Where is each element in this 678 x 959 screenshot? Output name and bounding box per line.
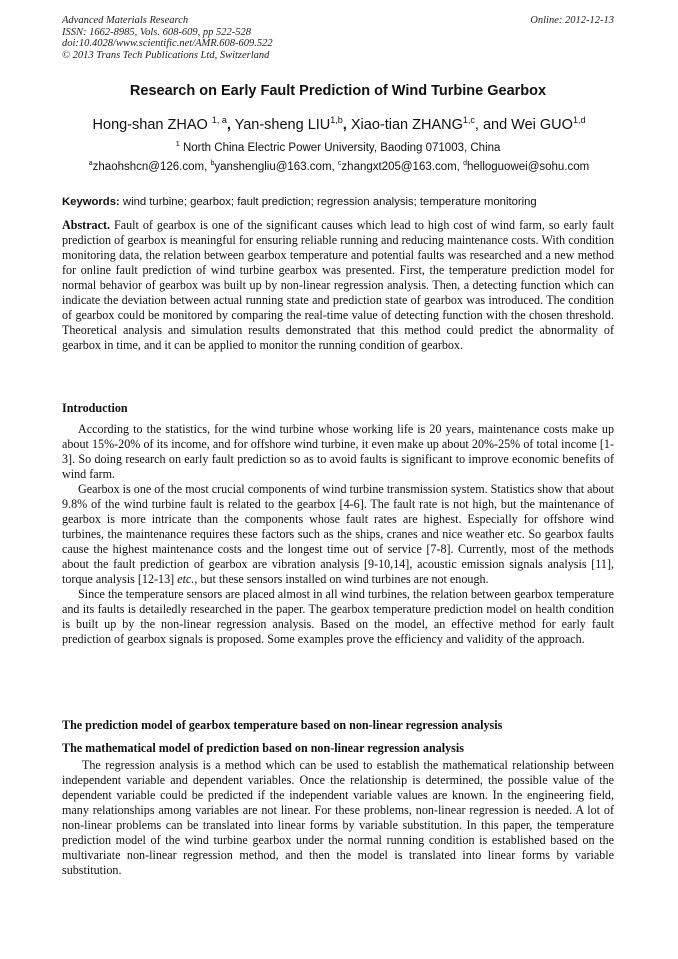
- author-separator: ,: [226, 116, 231, 133]
- issn-line: ISSN: 1662-8985, Vols. 608-609, pp 522-528: [62, 26, 251, 38]
- paragraph-text: Gearbox is one of the most crucial components of wind turbine transmission system. Statistics show that about 9.8% of the wind turbine fault is related to the gearbox [4-6]. The fault rate is not high, but the maintenance of gearbox is more intricate than the components whose fault rates are highest. Especially for offshore wind turbines, the maintenance requires these factors such as the ships, cranes and nice weather etc. So gearbox faults cause the highest maintenance costs and the longest time out of service [7-8]. Currently, most of the methods about the fault prediction of gearbox are vibration analysis [9-10,14], acoustic emission signals analysis [11], torque analysis [12-13]: [62, 482, 614, 586]
- affiliation-text: North China Electric Power University, Baoding 071003, China: [179, 141, 501, 154]
- paragraph: Since the temperature sensors are placed almost in all wind turbines, the relation between gearbox temperature and its faults is detailedly researched in the paper. The gearbox temperature prediction model on health condition is built up by the non-linear regression analysis. Based on the model, an effective method for early fault prediction of gearbox signals is proposed. Some examples prove the efficiency and validity of the approach.: [62, 587, 614, 646]
- abstract-label: Abstract.: [62, 218, 111, 232]
- keywords-label: Keywords:: [62, 196, 120, 208]
- email-superscript: b: [210, 160, 215, 167]
- abstract-text: Fault of gearbox is one of the significant causes which lead to high cost of wind farm, so early fault prediction of gearbox is meaningful for ensuring reliable running and reducing maintenance costs. With condition monitoring data, the relation between gearbox temperature and potential faults was researched and a new method for online fault prediction of wind turbine gearbox was presented. First, the temperature prediction model for normal behavior of gearbox was built up by non-linear regression analysis. Then, a detecting function which can indicate the deviation between actual running state and prediction state of gearbox was introduced. The condition of gearbox could be monitored by comparing the real-time value of detecting function with the chosen threshold. Theoretical analysis and simulation results demonstrated that this method could predict the abnormality of gearbox in time, and it can be applied to monitor the running condition of gearbox.: [62, 218, 614, 352]
- journal-header: [62, 15, 614, 61]
- author-superscript: 1,b: [330, 115, 343, 125]
- paper-title: Research on Early Fault Prediction of Wind Turbine Gearbox: [129, 83, 547, 99]
- author-name: Yan-sheng LIU: [230, 116, 331, 133]
- journal-name: Advanced Materials Research: [62, 15, 189, 26]
- abstract: [62, 218, 614, 353]
- email-superscript: a: [88, 160, 93, 167]
- author-list: [40, 115, 638, 133]
- doi-line: doi:10.4028/www.scientific.net/AMR.608-609.522: [62, 38, 273, 49]
- introduction-heading: Introduction: [62, 401, 128, 415]
- email-list: [40, 160, 638, 173]
- author-superscript: 1,c: [462, 115, 475, 125]
- email-superscript: c: [337, 160, 342, 167]
- online-date: Online: 2012-12-13: [530, 15, 614, 26]
- email-link[interactable]: yanshengliu@163.com,: [214, 160, 338, 173]
- copyright-line: © 2013 Trans Tech Publications Ltd, Switzerland: [62, 49, 270, 61]
- email-superscript: d: [463, 160, 467, 167]
- affiliation: [62, 139, 614, 154]
- section-heading: The prediction model of gearbox temperature based on non-linear regression analysis: [62, 718, 503, 732]
- email-link[interactable]: zhaohshcn@126.com,: [92, 160, 211, 173]
- introduction-body: [62, 422, 614, 647]
- author-name: Xiao-tian ZHANG: [346, 116, 463, 133]
- etc-italic: etc.: [177, 572, 195, 586]
- email-link[interactable]: helloguowei@sohu.com: [466, 160, 590, 173]
- paragraph-text: , but these sensors installed on wind turbines are not enough.: [194, 572, 489, 586]
- affiliation-superscript: 1: [175, 139, 180, 148]
- keywords-text: wind turbine; gearbox; fault prediction; regression analysis; temperature monitoring: [119, 196, 537, 208]
- author-superscript: 1, a: [211, 115, 227, 125]
- author-separator: ,: [342, 116, 347, 133]
- author-superscript: 1,d: [572, 115, 586, 125]
- author-name: Hong-shan ZHAO: [92, 116, 208, 133]
- paragraph: The regression analysis is a method which can be used to establish the mathematical relationship between independent variable and dependent variables. Once the relationship is determined, the possible value of the dependent variable could be predicted if the independent variable values are known. In the engineering field, many relationships among variables are not linear. For these problems, non-linear regression is needed. A lot of non-linear problems can be translated into linear forms by variable substitution. In this paper, the temperature prediction model of the wind turbine gearbox under the normal running condition is established based on the multivariate non-linear regression method, and then the model is translated into linear forms by variable substitution.: [62, 758, 614, 877]
- author-name: , and Wei GUO: [474, 116, 573, 133]
- email-link[interactable]: zhangxt205@163.com,: [341, 160, 464, 173]
- subsection-heading: The mathematical model of prediction based on non-linear regression analysis: [62, 741, 464, 755]
- paragraph: [62, 482, 614, 587]
- keywords: [62, 196, 622, 208]
- paragraph: According to the statistics, for the wind turbine whose working life is 20 years, maintenance costs make up about 15%-20% of its income, and for offshore wind turbine, it even make up about 20%-25% of total income [1-3]. So doing research on early fault prediction so as to avoid faults is significant to improve economic benefits of wind farm.: [62, 422, 614, 481]
- section-body: [62, 758, 614, 878]
